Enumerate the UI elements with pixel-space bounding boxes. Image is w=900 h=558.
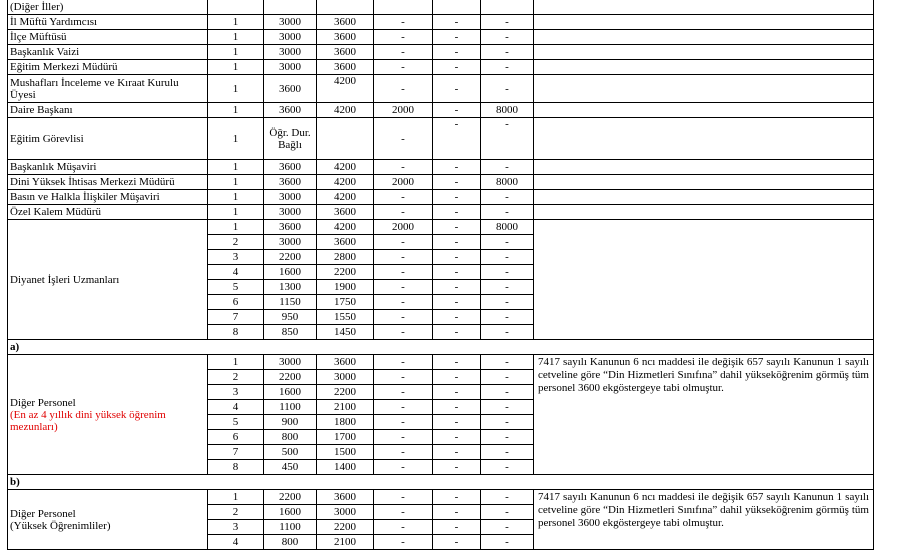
ek-gosterge-2-cell: 4200 — [317, 220, 374, 235]
value-cell-5: - — [433, 280, 481, 295]
ek-gosterge-2-cell: 1400 — [317, 460, 374, 475]
value-cell-4: - — [374, 355, 433, 370]
ek-gosterge-1-cell: 950 — [264, 310, 317, 325]
value-cell-5: - — [433, 295, 481, 310]
degree-cell: 1 — [208, 45, 264, 60]
position-title: Diyanet İşleri Uzmanları — [8, 220, 208, 340]
value-cell-6: - — [481, 205, 534, 220]
note-paragraph: 7417 sayılı Kanunun 6 ncı maddesi ile değişik 657 sayılı Kanunun 1 sayılı cetveline göre “Din Hizmetleri Sınıfına” dahil yükseköğrenim görmüş tüm personel 3600 ekgöstergeye tabi olmuştur. — [534, 490, 874, 550]
ek-gosterge-2-cell: 4200 — [317, 190, 374, 205]
note-cell-empty — [534, 205, 874, 220]
ek-gosterge-1-cell: 1100 — [264, 520, 317, 535]
ek-gosterge-1-cell: 850 — [264, 325, 317, 340]
value-cell-4: - — [374, 490, 433, 505]
ek-gosterge-2-cell: 2200 — [317, 385, 374, 400]
value-cell-4: - — [374, 205, 433, 220]
value-cell-5: - — [433, 415, 481, 430]
document-table — [7, 0, 874, 550]
ek-gosterge-2-cell: 2200 — [317, 520, 374, 535]
table-row — [8, 190, 874, 205]
ek-gosterge-2-cell: 3600 — [317, 235, 374, 250]
table-row — [8, 175, 874, 190]
degree-cell: 3 — [208, 520, 264, 535]
degree-cell: 7 — [208, 310, 264, 325]
table-row — [8, 490, 874, 505]
ek-gosterge-2-cell: 3600 — [317, 30, 374, 45]
note-cell-empty — [534, 118, 874, 160]
value-cell-4: - — [374, 325, 433, 340]
value-cell-4: 2000 — [374, 175, 433, 190]
value-cell-6: - — [481, 160, 534, 175]
ek-gosterge-1-cell: 900 — [264, 415, 317, 430]
value-cell-5: - — [433, 460, 481, 475]
position-title: Özel Kalem Müdürü — [8, 205, 208, 220]
table-row — [8, 205, 874, 220]
ek-gosterge-2-cell: 2100 — [317, 535, 374, 550]
value-cell-5: - — [433, 265, 481, 280]
table-row — [8, 45, 874, 60]
value-cell-5: - — [433, 190, 481, 205]
ek-gosterge-1-cell: 500 — [264, 445, 317, 460]
note-cell-empty — [534, 220, 874, 340]
position-title: Basın ve Halkla İlişkiler Müşaviri — [8, 190, 208, 205]
ek-gosterge-2-cell: 3600 — [317, 490, 374, 505]
group-header-label: (Diğer İller) — [8, 0, 208, 15]
ek-gosterge-2-cell: 2800 — [317, 250, 374, 265]
note-paragraph: 7417 sayılı Kanunun 6 ncı maddesi ile değişik 657 sayılı Kanunun 1 sayılı cetveline göre “Din Hizmetleri Sınıfına” dahil yükseköğrenim görmüş tüm personel 3600 ekgöstergeye tabi olmuştur. — [534, 355, 874, 475]
value-cell-6: - — [481, 310, 534, 325]
table-row — [8, 355, 874, 370]
note-cell-empty — [534, 75, 874, 103]
value-cell-5: - — [433, 103, 481, 118]
value-cell-4: - — [374, 535, 433, 550]
value-cell-4: - — [374, 460, 433, 475]
note-cell-empty — [534, 60, 874, 75]
ek-gosterge-2-cell: 3600 — [317, 60, 374, 75]
value-cell-6: - — [481, 265, 534, 280]
value-cell-6: - — [481, 75, 534, 103]
degree-cell: 3 — [208, 385, 264, 400]
ek-gosterge-1-cell: 1100 — [264, 400, 317, 415]
value-cell-5: - — [433, 370, 481, 385]
ek-gosterge-2-cell: 4200 — [317, 160, 374, 175]
degree-cell: 1 — [208, 190, 264, 205]
ek-gosterge-2-cell: 1450 — [317, 325, 374, 340]
value-cell-4: 2000 — [374, 220, 433, 235]
value-cell-5: - — [433, 355, 481, 370]
value-cell-4: - — [374, 370, 433, 385]
ek-gosterge-1-cell: 1600 — [264, 265, 317, 280]
value-cell-4: - — [374, 15, 433, 30]
note-cell-empty — [534, 175, 874, 190]
ek-gosterge-1-cell: 3600 — [264, 75, 317, 103]
note-cell-empty — [534, 15, 874, 30]
ek-gosterge-2-cell: 2100 — [317, 400, 374, 415]
note-cell-empty — [534, 30, 874, 45]
value-cell-4: - — [374, 30, 433, 45]
ek-gosterge-2-cell: 3600 — [317, 355, 374, 370]
degree-cell: 7 — [208, 445, 264, 460]
ek-gosterge-1-cell: 1600 — [264, 505, 317, 520]
empty-cell — [374, 0, 433, 15]
value-cell-4: - — [374, 295, 433, 310]
position-title: Mushafları İnceleme ve Kıraat Kurulu Üyesi — [8, 75, 208, 103]
value-cell-6: - — [481, 45, 534, 60]
value-cell-5: - — [433, 45, 481, 60]
position-title: İl Müftü Yardımcısı — [8, 15, 208, 30]
value-cell-5: - — [433, 310, 481, 325]
position-title: Daire Başkanı — [8, 103, 208, 118]
value-cell-6: 8000 — [481, 220, 534, 235]
ek-gosterge-2-cell: 4200 — [317, 75, 374, 103]
value-cell-5: - — [433, 30, 481, 45]
value-cell-6: - — [481, 370, 534, 385]
value-cell-4: - — [374, 310, 433, 325]
note-cell-empty — [534, 160, 874, 175]
position-subtitle: (En az 4 yıllık dini yüksek öğrenim mezunları) — [10, 408, 166, 433]
ek-gosterge-1-cell: 3600 — [264, 175, 317, 190]
ek-gosterge-1-cell: Öğr. Dur. Bağlı — [264, 118, 317, 160]
degree-cell: 4 — [208, 265, 264, 280]
degree-cell: 2 — [208, 235, 264, 250]
value-cell-5: - — [433, 250, 481, 265]
position-title: Başkanlık Müşaviri — [8, 160, 208, 175]
value-cell-5: - — [433, 75, 481, 103]
empty-cell — [433, 0, 481, 15]
value-cell-5: - — [433, 505, 481, 520]
degree-cell: 1 — [208, 175, 264, 190]
value-cell-4: - — [374, 60, 433, 75]
degree-cell: 1 — [208, 118, 264, 160]
value-cell-6: - — [481, 118, 534, 160]
position-title-cell — [8, 490, 208, 550]
position-title-cell — [8, 355, 208, 475]
value-cell-6: - — [481, 415, 534, 430]
ek-gosterge-2-cell: 3600 — [317, 205, 374, 220]
degree-cell: 4 — [208, 535, 264, 550]
empty-cell — [481, 0, 534, 15]
value-cell-6: - — [481, 60, 534, 75]
value-cell-6: - — [481, 250, 534, 265]
value-cell-6: - — [481, 535, 534, 550]
value-cell-6: - — [481, 385, 534, 400]
ek-gosterge-1-cell: 3000 — [264, 190, 317, 205]
degree-cell: 4 — [208, 400, 264, 415]
value-cell-6: - — [481, 190, 534, 205]
value-cell-4: - — [374, 118, 433, 160]
ek-gosterge-2-cell — [317, 118, 374, 160]
ek-gosterge-2-cell: 4200 — [317, 103, 374, 118]
table-row — [8, 220, 874, 235]
value-cell-6: - — [481, 505, 534, 520]
value-cell-4: - — [374, 250, 433, 265]
ek-gosterge-1-cell: 1150 — [264, 295, 317, 310]
group-header-row — [8, 0, 874, 15]
ek-gosterge-2-cell: 3000 — [317, 505, 374, 520]
degree-cell: 8 — [208, 325, 264, 340]
degree-cell: 2 — [208, 505, 264, 520]
value-cell-6: - — [481, 280, 534, 295]
value-cell-4: - — [374, 385, 433, 400]
degree-cell: 1 — [208, 220, 264, 235]
ek-gosterge-2-cell: 4200 — [317, 175, 374, 190]
value-cell-5: - — [433, 220, 481, 235]
ek-gosterge-1-cell: 3600 — [264, 103, 317, 118]
ek-gosterge-1-cell: 800 — [264, 535, 317, 550]
degree-cell: 1 — [208, 160, 264, 175]
value-cell-4: - — [374, 415, 433, 430]
ek-gosterge-2-cell: 1750 — [317, 295, 374, 310]
position-title: İlçe Müftüsü — [8, 30, 208, 45]
value-cell-5: - — [433, 535, 481, 550]
table-row — [8, 160, 874, 175]
value-cell-5: - — [433, 160, 481, 175]
value-cell-4: - — [374, 265, 433, 280]
ek-gosterge-2-cell: 1550 — [317, 310, 374, 325]
table-row — [8, 75, 874, 103]
value-cell-4: - — [374, 75, 433, 103]
value-cell-5: - — [433, 490, 481, 505]
position-title: Dini Yüksek İhtisas Merkezi Müdürü — [8, 175, 208, 190]
value-cell-5: - — [433, 400, 481, 415]
value-cell-4: - — [374, 280, 433, 295]
value-cell-5: - — [433, 60, 481, 75]
table-row — [8, 30, 874, 45]
table-row — [8, 118, 874, 160]
value-cell-4: - — [374, 505, 433, 520]
empty-cell — [534, 0, 874, 15]
ek-gosterge-1-cell: 3000 — [264, 355, 317, 370]
position-title: Diğer Personel — [10, 507, 76, 520]
table-row — [8, 103, 874, 118]
value-cell-6: - — [481, 460, 534, 475]
value-cell-4: 2000 — [374, 103, 433, 118]
ek-gosterge-1-cell: 3000 — [264, 60, 317, 75]
ek-gosterge-1-cell: 2200 — [264, 490, 317, 505]
position-title: Diğer Personel — [10, 396, 76, 409]
value-cell-5: - — [433, 235, 481, 250]
degree-cell: 1 — [208, 103, 264, 118]
ek-gosterge-1-cell: 3000 — [264, 15, 317, 30]
empty-cell — [317, 0, 374, 15]
ek-gosterge-2-cell: 3600 — [317, 45, 374, 60]
ek-gosterge-2-cell: 1800 — [317, 415, 374, 430]
value-cell-5: - — [433, 430, 481, 445]
section-label: a) — [8, 340, 874, 355]
value-cell-6: - — [481, 30, 534, 45]
ek-gosterge-1-cell: 1600 — [264, 385, 317, 400]
value-cell-5: - — [433, 205, 481, 220]
value-cell-4: - — [374, 445, 433, 460]
degree-cell: 1 — [208, 30, 264, 45]
degree-cell: 3 — [208, 250, 264, 265]
position-title: Eğitim Görevlisi — [8, 118, 208, 160]
degree-cell: 1 — [208, 60, 264, 75]
note-cell-empty — [534, 103, 874, 118]
ek-gosterge-1-cell: 1300 — [264, 280, 317, 295]
value-cell-5: - — [433, 325, 481, 340]
degree-cell: 1 — [208, 205, 264, 220]
value-cell-4: - — [374, 400, 433, 415]
position-subtitle: (Yüksek Öğrenimliler) — [10, 519, 111, 532]
ek-gosterge-2-cell: 1500 — [317, 445, 374, 460]
position-title: Eğitim Merkezi Müdürü — [8, 60, 208, 75]
value-cell-6: 8000 — [481, 103, 534, 118]
value-cell-5: - — [433, 118, 481, 160]
empty-cell — [208, 0, 264, 15]
ek-gosterge-2-cell: 1900 — [317, 280, 374, 295]
position-title: Başkanlık Vaizi — [8, 45, 208, 60]
value-cell-5: - — [433, 520, 481, 535]
degree-cell: 6 — [208, 430, 264, 445]
ek-gosterge-1-cell: 3000 — [264, 45, 317, 60]
empty-cell — [264, 0, 317, 15]
degree-cell: 5 — [208, 280, 264, 295]
degree-cell: 2 — [208, 370, 264, 385]
ek-gosterge-1-cell: 450 — [264, 460, 317, 475]
value-cell-4: - — [374, 430, 433, 445]
value-cell-6: - — [481, 295, 534, 310]
note-cell-empty — [534, 45, 874, 60]
value-cell-4: - — [374, 235, 433, 250]
value-cell-6: - — [481, 430, 534, 445]
value-cell-6: - — [481, 325, 534, 340]
ek-gosterge-1-cell: 3600 — [264, 220, 317, 235]
ek-gosterge-2-cell: 2200 — [317, 265, 374, 280]
table-row — [8, 60, 874, 75]
ek-gosterge-1-cell: 800 — [264, 430, 317, 445]
ek-gosterge-1-cell: 3600 — [264, 160, 317, 175]
ek-gosterge-1-cell: 2200 — [264, 370, 317, 385]
degree-cell: 8 — [208, 460, 264, 475]
value-cell-5: - — [433, 385, 481, 400]
value-cell-6: - — [481, 520, 534, 535]
value-cell-6: - — [481, 15, 534, 30]
value-cell-5: - — [433, 175, 481, 190]
value-cell-6: - — [481, 445, 534, 460]
value-cell-4: - — [374, 190, 433, 205]
ek-gosterge-2-cell: 1700 — [317, 430, 374, 445]
section-label-row — [8, 340, 874, 355]
degree-cell: 5 — [208, 415, 264, 430]
ek-gosterge-2-cell: 3600 — [317, 15, 374, 30]
value-cell-4: - — [374, 45, 433, 60]
value-cell-6: - — [481, 235, 534, 250]
degree-cell: 1 — [208, 15, 264, 30]
value-cell-6: 8000 — [481, 175, 534, 190]
value-cell-5: - — [433, 445, 481, 460]
ek-gosterge-1-cell: 2200 — [264, 250, 317, 265]
table-row — [8, 15, 874, 30]
value-cell-6: - — [481, 490, 534, 505]
ek-gosterge-2-cell: 3000 — [317, 370, 374, 385]
value-cell-5: - — [433, 15, 481, 30]
value-cell-6: - — [481, 355, 534, 370]
ek-gosterge-1-cell: 3000 — [264, 205, 317, 220]
degree-cell: 6 — [208, 295, 264, 310]
value-cell-4: - — [374, 520, 433, 535]
degree-cell: 1 — [208, 355, 264, 370]
section-label-row — [8, 475, 874, 490]
section-label: b) — [8, 475, 874, 490]
degree-cell: 1 — [208, 75, 264, 103]
value-cell-6: - — [481, 400, 534, 415]
value-cell-4: - — [374, 160, 433, 175]
note-cell-empty — [534, 190, 874, 205]
ek-gosterge-1-cell: 3000 — [264, 235, 317, 250]
degree-cell: 1 — [208, 490, 264, 505]
ek-gosterge-1-cell: 3000 — [264, 30, 317, 45]
